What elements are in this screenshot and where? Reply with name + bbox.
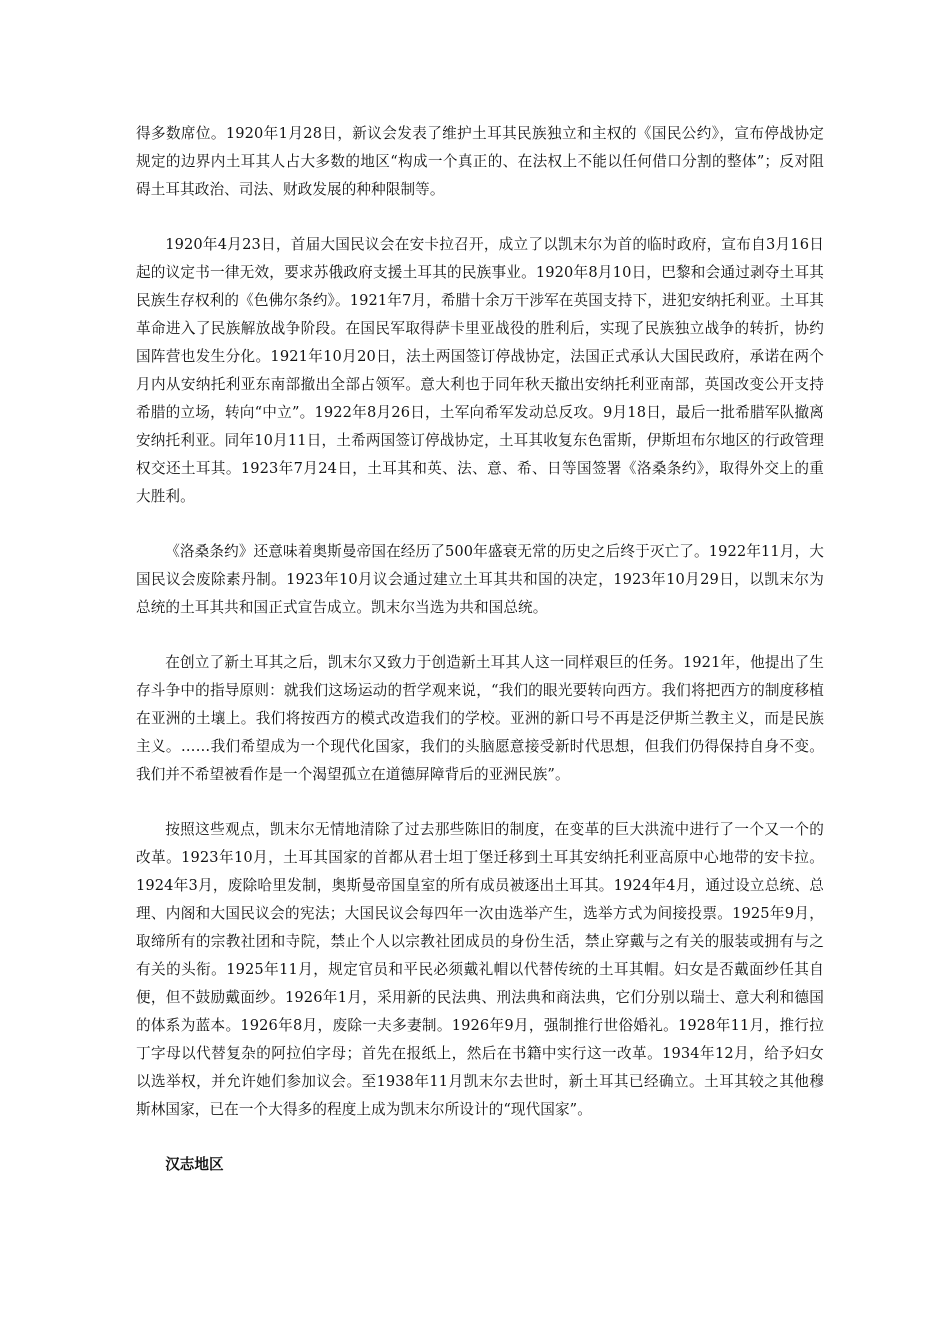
document-page [136,120,824,1179]
paragraph-national-pact: 得多数席位。1920年1月28日，新议会发表了维护土耳其民族独立和主权的《国民公约》，宣布停战协定规定的边界内土耳其人占大多数的地区“构成一个真正的、在法权上不能以任何借口分割的整体”；反对阻碍土耳其政治、司法、财政发展的种种限制等。 [136,125,824,198]
paragraph-grand-national-assembly: 1920年4月23日，首届大国民议会在安卡拉召开，成立了以凯末尔为首的临时政府，宣布自3月16日起的议定书一律无效，要求苏俄政府支援土耳其的民族事业。1920年8月10日，巴黎和会通过剥夺土耳其民族生存权利的《色佛尔条约》。1921年7月，希腊十余万干涉军在英国支持下，进犯安纳托利亚。土耳其革命进入了民族解放战争阶段。在国民军取得萨卡里亚战役的胜利后，实现了民族独立战争的转折，协约国阵营也发生分化。1921年10月20日，法土两国签订停战协定，法国正式承认大国民政府，承诺在两个月内从安纳托利亚东南部撤出全部占领军。意大利也于同年秋天撤出安纳托利亚南部，英国改变公开支持希腊的立场，转向“中立”。1922年8月26日，土军向希军发动总反攻。9月18日，最后一批希腊军队撤离安纳托利亚。同年10月11日，土希两国签订停战协定，土耳其收复东色雷斯，伊斯坦布尔地区的行政管理权交还土耳其。1923年7月24日，土耳其和英、法、意、希、日等国签署《洛桑条约》，取得外交上的重大胜利。 [136,236,824,505]
paragraph-reforms: 按照这些观点，凯末尔无情地清除了过去那些陈旧的制度，在变革的巨大洪流中进行了一个又一个的改革。1923年10月，土耳其国家的首都从君士坦丁堡迁移到土耳其安纳托利亚高原中心地带的安卡拉。1924年3月，废除哈里发制，奥斯曼帝国皇室的所有成员被逐出土耳其。1924年4月，通过设立总统、总理、内阁和大国民议会的宪法；大国民议会每四年一次由选举产生，选举方式为间接投票。1925年9月，取缔所有的宗教社团和寺院，禁止个人以宗教社团成员的身份生活，禁止穿戴与之有关的服装或拥有与之有关的头衔。1925年11月，规定官员和平民必须戴礼帽以代替传统的土耳其帽。妇女是否戴面纱任其自便，但不鼓励戴面纱。1926年1月，采用新的民法典、刑法典和商法典，它们分别以瑞士、意大利和德国的体系为蓝本。1926年8月，废除一夫多妻制。1926年9月，强制推行世俗婚礼。1928年11月，推行拉丁字母以代替复杂的阿拉伯字母；首先在报纸上，然后在书籍中实行这一改革。1934年12月，给予妇女以选举权，并允许她们参加议会。至1938年11月凯末尔去世时，新土耳其已经确立。土耳其较之其他穆斯林国家，已在一个大得多的程度上成为凯末尔所设计的“现代国家”。 [136,821,824,1118]
paragraph-lausanne-treaty: 《洛桑条约》还意味着奥斯曼帝国在经历了500年盛衰无常的历史之后终于灭亡了。1922年11月，大国民议会废除素丹制。1923年10月议会通过建立土耳其共和国的决定，1923年10月29日，以凯末尔为总统的土耳其共和国正式宣告成立。凯末尔当选为共和国总统。 [136,543,824,616]
section-heading-hejaz: 汉志地区 [165,1156,224,1173]
paragraph-new-turks: 在创立了新土耳其之后，凯末尔又致力于创造新土耳其人这一同样艰巨的任务。1921年，他提出了生存斗争中的指导原则：就我们这场运动的哲学观来说，“我们的眼光要转向西方。我们将把西方的制度移植在亚洲的土壤上。我们将按西方的模式改造我们的学校。亚洲的新口号不再是泛伊斯兰教主义，而是民族主义。……我们希望成为一个现代化国家，我们的头脑愿意接受新时代思想，但我们仍得保持自身不变。我们并不希望被看作是一个渴望孤立在道德屏障背后的亚洲民族”。 [136,654,824,783]
